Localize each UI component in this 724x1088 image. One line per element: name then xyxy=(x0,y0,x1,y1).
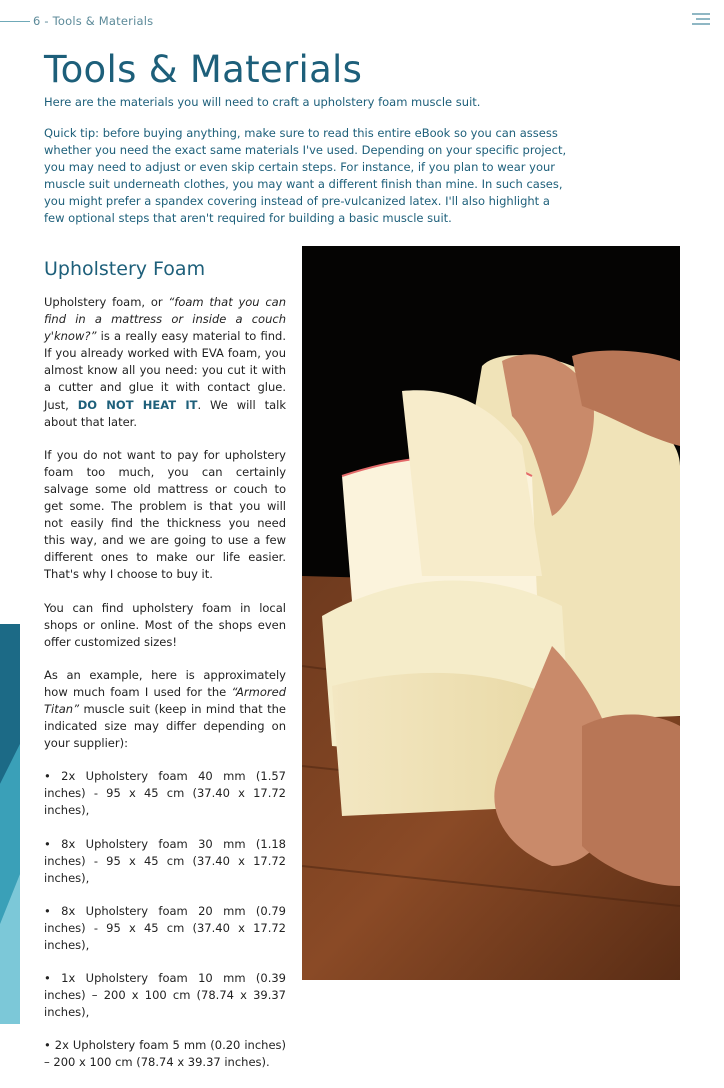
decorative-polygons xyxy=(0,624,20,1024)
page-title: Tools & Materials xyxy=(44,48,363,91)
quick-tip: Quick tip: before buying anything, make sure to read this entire eBook so you can assess whether you need the exact same materials I've used. Depending on your specific project, you may need to adjust or even skip certain steps. For instance, if you plan to wear your muscle suit underneath clothes, you may want a different finish than mine. In such cases, you might prefer a spandex covering instead of pre-vulcanized latex. I'll also highlight a few optional steps that aren't required for building a basic muscle suit. xyxy=(44,126,567,225)
header-rule xyxy=(0,21,30,22)
quote: “Armored Titan” xyxy=(44,684,286,716)
text: . We will talk about that later. xyxy=(44,397,286,429)
paragraph-shops: You can find upholstery foam in local shops or online. Most of the shops even offer customized sizes! xyxy=(44,600,286,649)
paragraph-example xyxy=(44,667,286,752)
text: As an example, here is approximately how much foam I used for the xyxy=(44,667,286,699)
body-column xyxy=(44,294,286,1088)
paragraph-intro xyxy=(44,294,286,431)
list-item: • 2x Upholstery foam 40 mm (1.57 inches) - 95 x 45 cm (37.40 x 17.72 inches), xyxy=(44,769,286,818)
foam-photo xyxy=(302,246,680,980)
paragraph-salvage: If you do not want to pay for upholstery foam too much, you can certainly salvage some old mattress or couch to get some. The problem is that you will not easily find the thickness you need this way, and we are going to use a few different ones to make our life easier. That's why I choose to buy it. xyxy=(44,447,286,582)
list-item: • 8x Upholstery foam 20 mm (0.79 inches) - 95 x 45 cm (37.40 x 17.72 inches), xyxy=(44,903,286,952)
text: muscle suit (keep in mind that the indicated size may differ depending on your supplier): xyxy=(44,701,286,751)
subtitle: Here are the materials you will need to craft a upholstery foam muscle suit. xyxy=(44,95,481,109)
menu-icon[interactable] xyxy=(692,13,710,29)
page-label: 6 - Tools & Materials xyxy=(33,14,154,28)
list-item: • 8x Upholstery foam 30 mm (1.18 inches) - 95 x 45 cm (37.40 x 17.72 inches), xyxy=(44,836,286,885)
warning-text: DO NOT HEAT IT xyxy=(77,397,198,412)
quote: “foam that you can find in a mattress or inside a couch y'know?” xyxy=(44,295,286,344)
section-title: Upholstery Foam xyxy=(44,258,206,280)
list-item: • 2x Upholstery foam 5 mm (0.20 inches) – 200 x 100 cm (78.74 x 39.37 inches). xyxy=(44,1038,286,1070)
list-item: • 1x Upholstery foam 10 mm (0.39 inches) – 200 x 100 cm (78.74 x 39.37 inches), xyxy=(44,971,286,1020)
text: is a really easy material to find. If you already worked with EVA foam, you almost know all you need: you cut it with a cutter and glue it with contact glue. Just, xyxy=(44,329,286,412)
text: Upholstery foam, or xyxy=(44,295,169,309)
